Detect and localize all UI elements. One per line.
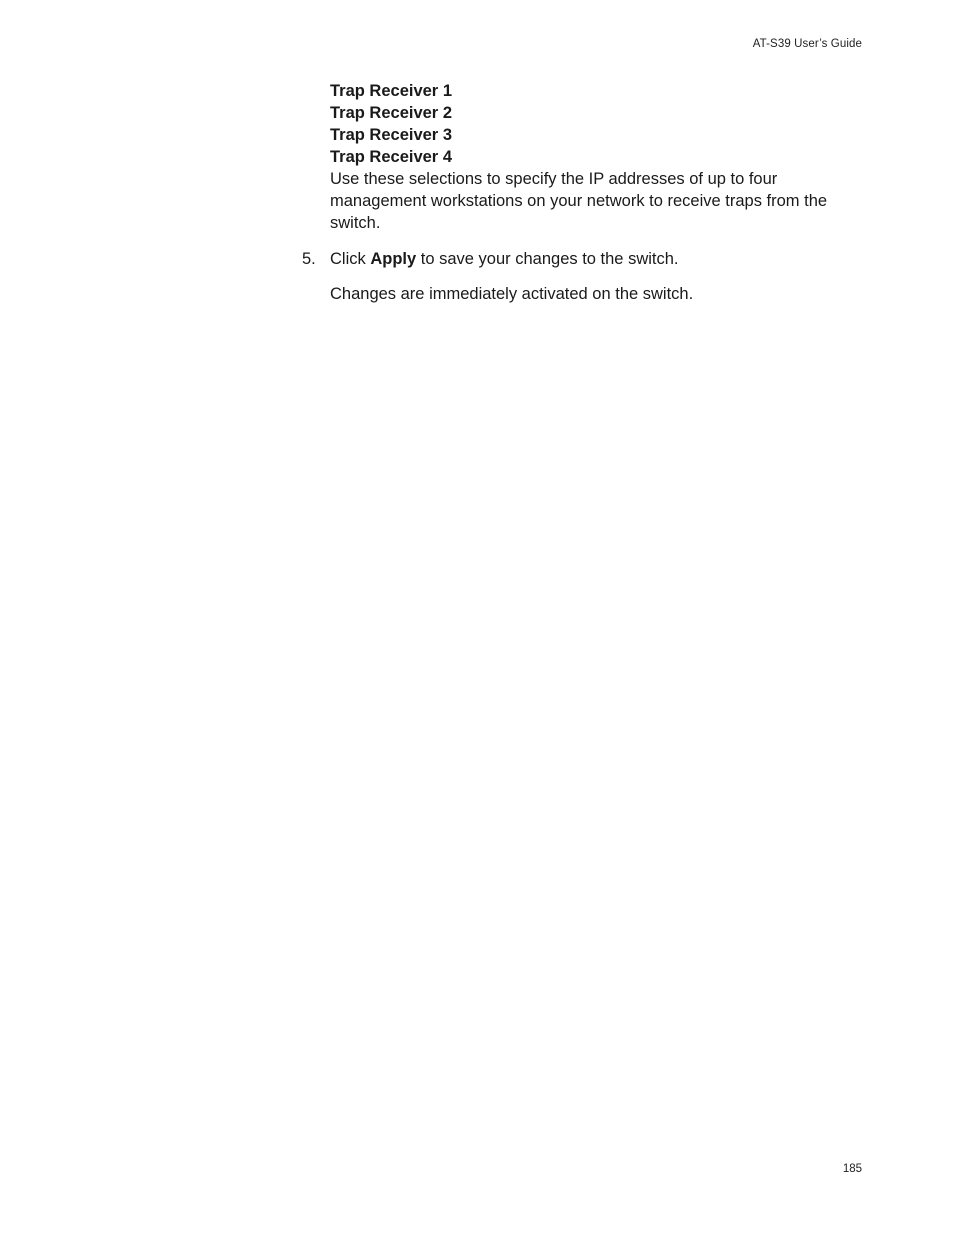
running-header: AT-S39 User’s Guide	[752, 38, 862, 50]
trap-receiver-definition	[330, 80, 850, 234]
step-text-after: to save your changes to the switch.	[416, 250, 679, 268]
term-trap-receiver-3: Trap Receiver 3	[330, 126, 452, 144]
page-number: 185	[842, 1163, 862, 1175]
step-5	[302, 248, 862, 270]
step-number: 5.	[302, 250, 316, 268]
term-trap-receiver-4: Trap Receiver 4	[330, 148, 452, 166]
step-text-before: Click	[330, 250, 371, 268]
term-trap-receiver-1: Trap Receiver 1	[330, 82, 452, 100]
activation-note: Changes are immediately activated on the switch.	[330, 285, 694, 303]
term-trap-receiver-2: Trap Receiver 2	[330, 104, 452, 122]
trap-receiver-description: Use these selections to specify the IP addresses of up to four management workstations on your network to receive traps from the switch.	[330, 170, 828, 232]
apply-label: Apply	[370, 250, 417, 268]
